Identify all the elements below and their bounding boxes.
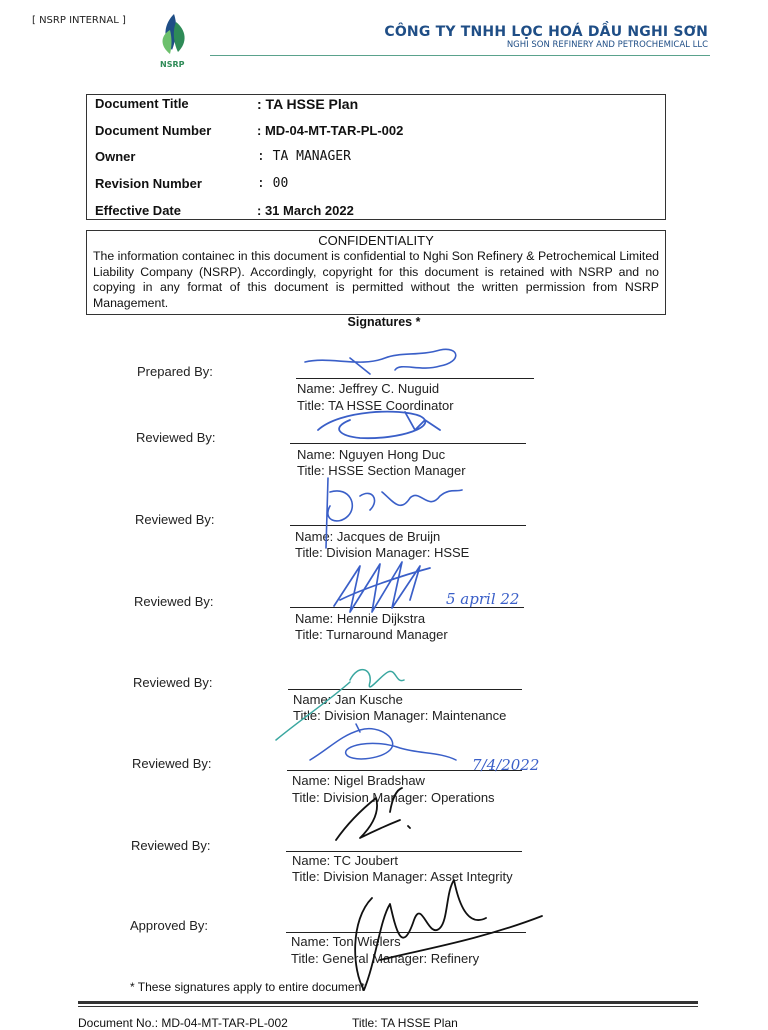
signature-role: Reviewed By: — [136, 430, 216, 445]
signatory-title: Title: Division Manager: Asset Integrity — [292, 869, 513, 884]
signatory-name: Name: TC Joubert — [292, 853, 398, 868]
signatures-heading: Signatures * — [347, 315, 421, 329]
signatory-title: Title: Division Manager: HSSE — [295, 545, 470, 560]
signature-hennie-dijkstra — [334, 562, 430, 612]
signatory-name: Name: Nguyen Hong Duc — [297, 447, 446, 462]
header-divider — [210, 55, 710, 56]
revision-label: Revision Number — [95, 176, 202, 191]
number-label: Document Number — [95, 123, 212, 138]
signature-role: Prepared By: — [137, 364, 213, 379]
signatory-title: Title: HSSE Section Manager — [297, 463, 466, 478]
footer-title: Title: TA HSSE Plan — [352, 1016, 458, 1030]
owner-value: : TA MANAGER — [257, 149, 351, 164]
signatory-name: Name: Ton Wielers — [291, 934, 401, 949]
signatory-name: Name: Jacques de Bruijn — [295, 529, 441, 544]
signature-nguyen-hong-duc — [318, 412, 440, 439]
signature-line — [286, 932, 526, 933]
logo-text: NSRP — [160, 60, 185, 69]
date-value: : 31 March 2022 — [257, 203, 354, 218]
signatory-title: Title: Division Manager: Operations — [292, 790, 495, 805]
date-label: Effective Date — [95, 203, 181, 218]
nsrp-logo — [150, 8, 200, 72]
signatory-title: Title: General Manager: Refinery — [291, 951, 480, 966]
signature-nigel-bradshaw — [310, 724, 456, 760]
confidentiality-heading: CONFIDENTIALITY — [318, 233, 434, 248]
handwritten-date: 5 april 22 — [446, 590, 520, 608]
signatory-title: Title: TA HSSE Coordinator — [297, 398, 454, 413]
signature-role: Reviewed By: — [135, 512, 215, 527]
signature-role: Approved By: — [130, 918, 209, 933]
signature-role: Reviewed By: — [131, 838, 211, 853]
title-label: Document Title — [95, 96, 189, 111]
document-info-box — [86, 94, 666, 220]
signature-role: Reviewed By: — [133, 675, 213, 690]
company-name: CÔNG TY TNHH LỌC HOÁ DẦU NGHI SƠN — [384, 24, 708, 40]
footer-document-number: Document No.: MD-04-MT-TAR-PL-002 — [78, 1016, 288, 1030]
signature-line — [290, 525, 526, 526]
signature-line — [286, 851, 522, 852]
signature-role: Reviewed By: — [134, 594, 214, 609]
signatory-name: Name: Jan Kusche — [293, 692, 403, 707]
signatory-title: Title: Division Manager: Maintenance — [293, 708, 507, 723]
signature-line — [288, 689, 522, 690]
footer-rule-thin — [78, 1006, 698, 1007]
revision-value: : 00 — [257, 176, 289, 191]
signature-footnote: * These signatures apply to entire document — [130, 980, 365, 994]
confidentiality-box — [86, 230, 666, 315]
internal-tag: [ NSRP INTERNAL ] — [32, 15, 126, 26]
number-value: : MD-04-MT-TAR-PL-002 — [257, 123, 404, 138]
signature-role: Reviewed By: — [132, 756, 212, 771]
handwritten-date: 7/4/2022 — [472, 756, 540, 774]
signatory-title: Title: Turnaround Manager — [295, 627, 448, 642]
signatory-name: Name: Jeffrey C. Nuguid — [297, 381, 440, 396]
signature-line — [290, 443, 526, 444]
footer-rule — [78, 1001, 698, 1004]
signatory-name: Name: Nigel Bradshaw — [292, 773, 425, 788]
owner-label: Owner — [95, 149, 136, 164]
company-subtitle: NGHI SON REFINERY AND PETROCHEMICAL LLC — [506, 40, 708, 50]
signatory-name: Name: Hennie Dijkstra — [295, 611, 426, 626]
signature-jeffrey-nuguid — [305, 349, 456, 374]
confidentiality-text: The information containec in this document is confidential to Nghi Son Refinery & Petrochemical Limited Liability Company (NSRP). Accordingly, copyright for this document is retained with NSRP and no copying in any format of this document is permitted without the written permission from NSRP Management. — [93, 249, 659, 310]
signature-line — [296, 378, 534, 379]
title-value: : TA HSSE Plan — [257, 96, 359, 112]
